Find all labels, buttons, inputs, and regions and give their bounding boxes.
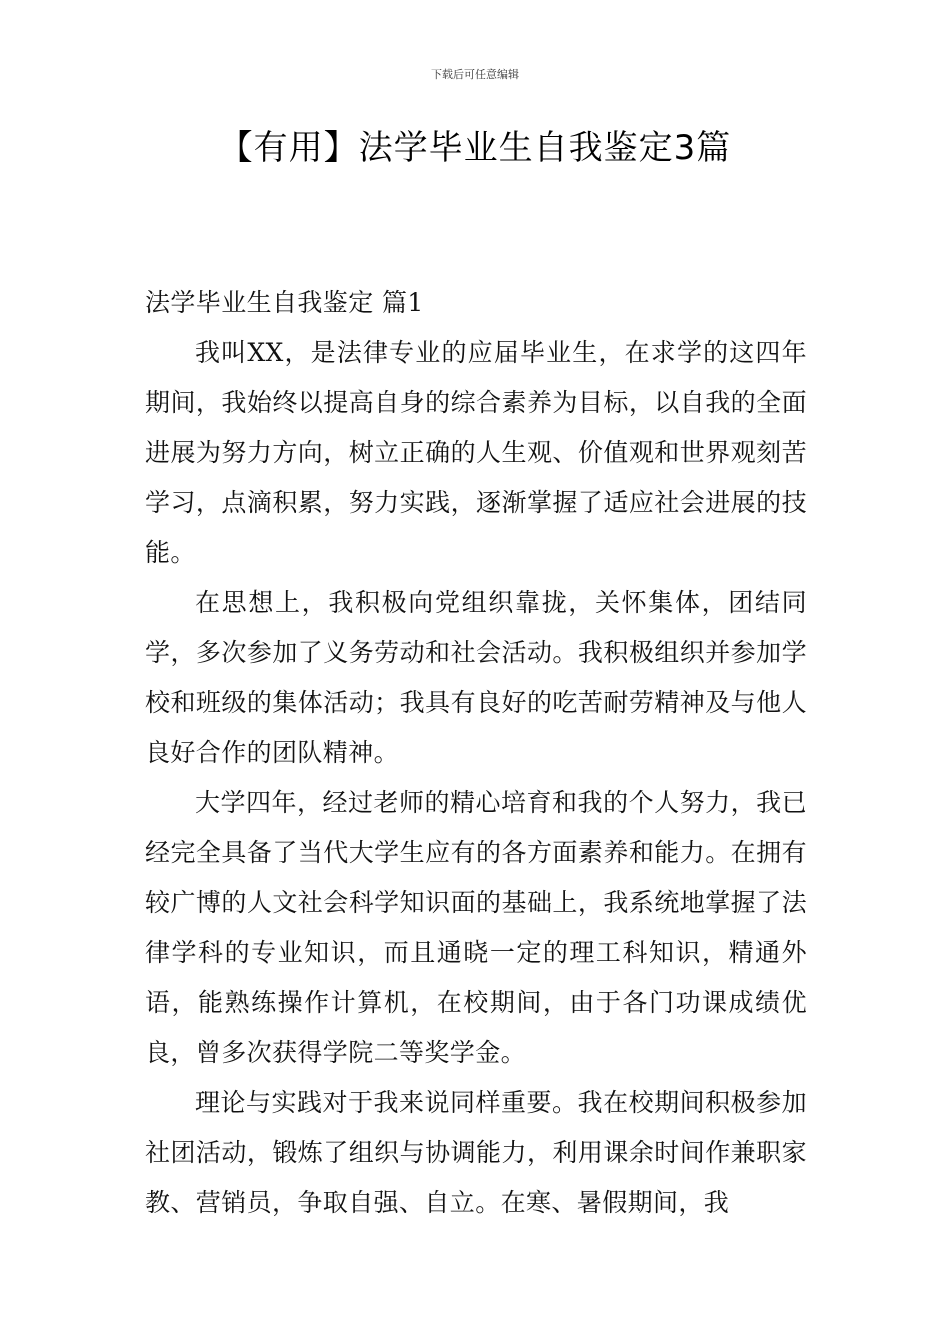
paragraph-3: 大学四年，经过老师的精心培育和我的个人努力，我已经完全具备了当代大学生应有的各方面素养和能力。在拥有较广博的人文社会科学知识面的基础上，我系统地掌握了法律学科的专业知识，而且通晓一定的理工科知识，精通外语，能熟练操作计算机，在校期间，由于各门功课成绩优良，曾多次获得学院二等奖学金。 <box>145 788 807 1067</box>
document-title: 【有用】法学毕业生自我鉴定3篇 <box>218 128 732 168</box>
header-note: 下载后可任意编辑 <box>431 68 519 81</box>
paragraph-1: 我叫XX，是法律专业的应届毕业生，在求学的这四年期间，我始终以提高自身的综合素养为目标，以自我的全面进展为努力方向，树立正确的人生观、价值观和世界观刻苦学习，点滴积累，努力实践，逐渐掌握了适应社会进展的技能。 <box>145 338 807 567</box>
paragraph-2: 在思想上，我积极向党组织靠拢，关怀集体，团结同学，多次参加了义务劳动和社会活动。我积极组织并参加学校和班级的集体活动；我具有良好的吃苦耐劳精神及与他人良好合作的团队精神。 <box>145 588 807 767</box>
section-heading: 法学毕业生自我鉴定 篇1 <box>145 288 424 317</box>
document-body <box>145 278 807 1228</box>
paragraph-4: 理论与实践对于我来说同样重要。我在校期间积极参加社团活动，锻炼了组织与协调能力，利用课余时间作兼职家教、营销员，争取自强、自立。在寒、暑假期间，我 <box>145 1088 807 1217</box>
